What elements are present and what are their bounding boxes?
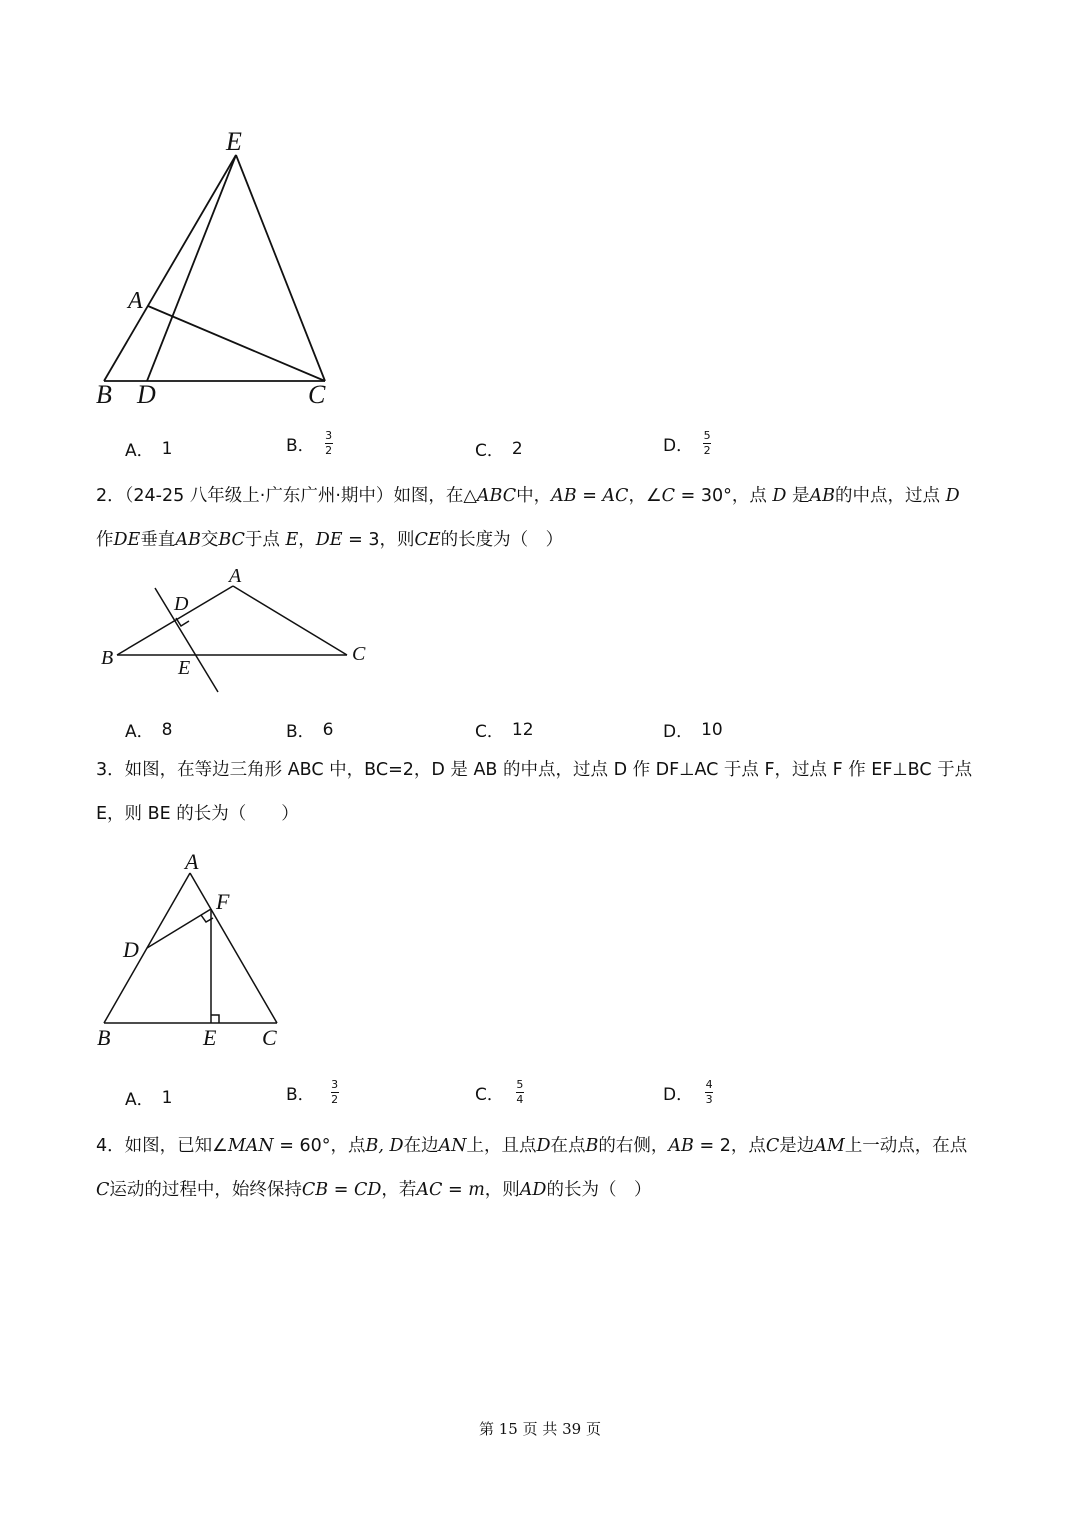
q2-option-b[interactable]: B． 6	[286, 719, 334, 742]
question-3	[96, 748, 986, 836]
label-D: D	[123, 937, 139, 962]
q3-option-c[interactable]: C． $\frac{5}{4}$	[475, 1078, 524, 1106]
figure-2-triangle	[95, 560, 380, 700]
q4-line-2: C运动的过程中，始终保持CB = CD，若AC = m，则AD的长为（ ）	[96, 1180, 652, 1200]
fraction: $\frac{5}{4}$	[516, 1078, 524, 1106]
question-2	[96, 474, 986, 562]
q1-option-d[interactable]: D． $\frac{5}{2}$	[663, 429, 711, 457]
label-E: E	[178, 657, 191, 679]
page-footer: 第 15 页 共 39 页	[478, 1420, 601, 1438]
q3-option-d[interactable]: D． $\frac{4}{3}$	[663, 1078, 713, 1106]
figure-1-triangle	[90, 125, 340, 415]
label-C: C	[352, 643, 366, 665]
question-4	[96, 1124, 986, 1212]
q1-option-b[interactable]: B． $\frac{3}{2}$	[286, 429, 333, 457]
fraction: $\frac{3}{2}$	[325, 429, 333, 457]
q1-option-c[interactable]: C． 2	[475, 438, 523, 461]
q2-option-c[interactable]: C． 12	[475, 719, 534, 742]
label-D: D	[137, 380, 156, 409]
q2-line-1: 2．（24-25 八年级上·广东广州·期中）如图，在△ABC中，AB = AC，∠C = 30°，点 D 是AB的中点，过点 D	[96, 486, 960, 506]
label-A: A	[128, 288, 143, 314]
label-D: D	[174, 593, 189, 615]
q1-option-a[interactable]: A． 1	[125, 438, 173, 461]
q4-line-1: 4．如图，已知∠MAN = 60°，点B, D在边AN上，且点D在点B的右侧，AB = 2，点C是边AM上一动点，在点	[96, 1136, 968, 1156]
q3-line-1: 3．如图，在等边三角形 ABC 中，BC=2，D 是 AB 的中点，过点 D 作 DF⊥AC 于点 F，过点 F 作 EF⊥BC 于点	[96, 760, 973, 780]
label-F: F	[216, 889, 230, 914]
q2-option-a[interactable]: A． 8	[125, 719, 173, 742]
label-A: A	[229, 565, 242, 587]
fraction: $\frac{4}{3}$	[705, 1078, 713, 1106]
q2-option-d[interactable]: D． 10	[663, 719, 723, 742]
fraction: $\frac{5}{2}$	[703, 429, 711, 457]
q3-line-2: E，则 BE 的长为（ ）	[96, 804, 299, 824]
label-B: B	[97, 1025, 111, 1050]
q3-option-a[interactable]: A． 1	[125, 1087, 173, 1110]
label-B: B	[96, 380, 112, 409]
label-E: E	[203, 1025, 217, 1050]
label-C: C	[308, 380, 326, 409]
q3-option-b[interactable]: B． $\frac{3}{2}$	[286, 1078, 339, 1106]
figure-3-triangle	[90, 845, 290, 1055]
label-E: E	[226, 127, 242, 156]
label-B: B	[101, 647, 114, 669]
fraction: $\frac{3}{2}$	[331, 1078, 339, 1106]
label-A: A	[185, 849, 199, 874]
label-C: C	[262, 1025, 277, 1050]
q2-line-2: 作DE垂直AB交BC于点 E，DE = 3，则CE的长度为（ ）	[96, 530, 564, 550]
